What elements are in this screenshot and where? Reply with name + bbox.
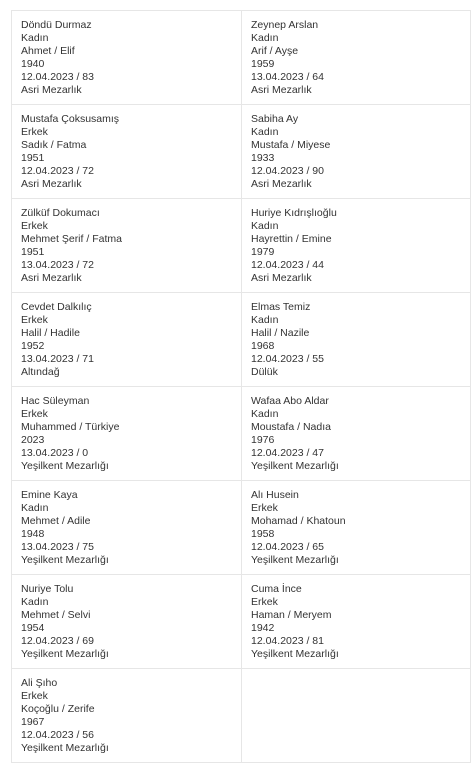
record-gender: Erkek (251, 596, 278, 608)
record-parents: Mustafa / Miyese (251, 139, 331, 151)
record-birth-year: 1940 (21, 58, 45, 70)
record-name: Cevdet Dalkılıç (21, 301, 92, 313)
record-name: Mustafa Çoksusamış (21, 113, 120, 125)
record-cell (242, 481, 471, 575)
record-parents: Mehmet / Selvi (21, 609, 91, 621)
record-date-number: 12.04.2023 / 44 (251, 259, 324, 271)
record-birth-year: 1976 (251, 434, 275, 446)
record-gender: Kadın (251, 314, 279, 326)
record-cemetery: Yeşilkent Mezarlığı (21, 648, 109, 660)
record-gender: Erkek (21, 220, 48, 232)
record-parents: Mehmet / Adile (21, 515, 91, 527)
record-gender: Kadın (21, 32, 49, 44)
record-birth-year: 1951 (21, 246, 45, 258)
record-gender: Kadın (21, 596, 49, 608)
record-parents: Muhammed / Türkiye (21, 421, 120, 433)
record-name: Cuma İnce (251, 583, 302, 595)
record-date-number: 12.04.2023 / 56 (21, 729, 94, 741)
record-birth-year: 1951 (21, 152, 45, 164)
empty-cell (242, 669, 471, 763)
record-birth-year: 1952 (21, 340, 45, 352)
record-date-number: 13.04.2023 / 75 (21, 541, 94, 553)
record-date-number: 13.04.2023 / 64 (251, 71, 324, 83)
record-cell (242, 387, 471, 481)
record-date-number: 13.04.2023 / 71 (21, 353, 94, 365)
record-cemetery: Yeşilkent Mezarlığı (251, 648, 339, 660)
record-cell (12, 481, 242, 575)
record-date-number: 13.04.2023 / 72 (21, 259, 94, 271)
record-birth-year: 2023 (21, 434, 45, 446)
record-date-number: 12.04.2023 / 83 (21, 71, 94, 83)
record-gender: Kadın (251, 32, 279, 44)
record-gender: Erkek (21, 408, 48, 420)
record-cemetery: Asri Mezarlık (251, 84, 312, 96)
record-cemetery: Yeşilkent Mezarlığı (251, 460, 339, 472)
record-cemetery: Asri Mezarlık (21, 272, 82, 284)
record-name: Huriye Kıdrışlıoğlu (251, 207, 337, 219)
record-gender: Erkek (21, 126, 48, 138)
record-birth-year: 1979 (251, 246, 275, 258)
record-parents: Mehmet Şerif / Fatma (21, 233, 122, 245)
record-cemetery: Yeşilkent Mezarlığı (21, 742, 109, 754)
record-cell (242, 105, 471, 199)
record-parents: Halil / Nazile (251, 327, 310, 339)
record-date-number: 13.04.2023 / 0 (21, 447, 89, 459)
record-cell (242, 199, 471, 293)
record-cemetery: Altındağ (21, 366, 60, 378)
record-birth-year: 1959 (251, 58, 275, 70)
record-cell (12, 199, 242, 293)
record-name: Alı Husein (251, 489, 299, 501)
record-cell (242, 293, 471, 387)
record-date-number: 12.04.2023 / 90 (251, 165, 324, 177)
record-parents: Haman / Meryem (251, 609, 332, 621)
record-parents: Halil / Hadile (21, 327, 80, 339)
record-cell (12, 293, 242, 387)
record-birth-year: 1958 (251, 528, 275, 540)
record-name: Wafaa Abo Aldar (251, 395, 329, 407)
record-cell (12, 105, 242, 199)
record-cemetery: Asri Mezarlık (251, 272, 312, 284)
record-gender: Kadın (251, 408, 279, 420)
record-birth-year: 1967 (21, 716, 45, 728)
record-cemetery: Asri Mezarlık (21, 178, 82, 190)
record-cemetery: Yeşilkent Mezarlığı (21, 460, 109, 472)
record-cemetery: Asri Mezarlık (21, 84, 82, 96)
records-table (11, 10, 471, 763)
record-parents: Sadık / Fatma (21, 139, 87, 151)
record-parents: Mohamad / Khatoun (251, 515, 346, 527)
record-cell (242, 575, 471, 669)
record-parents: Koçoğlu / Zerife (21, 703, 95, 715)
record-gender: Kadın (21, 502, 49, 514)
record-cell (12, 11, 242, 105)
record-cell (12, 669, 242, 763)
record-gender: Kadın (251, 126, 279, 138)
record-date-number: 12.04.2023 / 69 (21, 635, 94, 647)
record-gender: Erkek (251, 502, 278, 514)
record-cemetery: Asri Mezarlık (251, 178, 312, 190)
record-name: Ali Şıho (21, 677, 58, 689)
record-birth-year: 1954 (21, 622, 45, 634)
record-name: Zülküf Dokumacı (21, 207, 100, 219)
record-parents: Arif / Ayşe (251, 45, 299, 57)
record-name: Hac Süleyman (21, 395, 90, 407)
record-birth-year: 1968 (251, 340, 275, 352)
record-date-number: 12.04.2023 / 65 (251, 541, 324, 553)
record-birth-year: 1942 (251, 622, 275, 634)
record-name: Elmas Temiz (251, 301, 311, 313)
record-name: Zeynep Arslan (251, 19, 319, 31)
record-date-number: 12.04.2023 / 47 (251, 447, 324, 459)
record-birth-year: 1948 (21, 528, 45, 540)
record-cell (12, 387, 242, 481)
record-date-number: 12.04.2023 / 81 (251, 635, 324, 647)
record-date-number: 12.04.2023 / 72 (21, 165, 94, 177)
record-cemetery: Dülük (251, 366, 278, 378)
record-parents: Ahmet / Elif (21, 45, 75, 57)
record-parents: Moustafa / Nadıa (251, 421, 331, 433)
record-gender: Erkek (21, 314, 48, 326)
record-parents: Hayrettin / Emine (251, 233, 332, 245)
record-cemetery: Yeşilkent Mezarlığı (251, 554, 339, 566)
record-cell (12, 575, 242, 669)
record-birth-year: 1933 (251, 152, 275, 164)
record-name: Döndü Durmaz (21, 19, 92, 31)
record-gender: Kadın (251, 220, 279, 232)
record-name: Nuriye Tolu (21, 583, 74, 595)
record-cemetery: Yeşilkent Mezarlığı (21, 554, 109, 566)
record-gender: Erkek (21, 690, 48, 702)
record-name: Emine Kaya (21, 489, 78, 501)
record-cell (242, 11, 471, 105)
record-name: Sabiha Ay (251, 113, 299, 125)
record-date-number: 12.04.2023 / 55 (251, 353, 324, 365)
